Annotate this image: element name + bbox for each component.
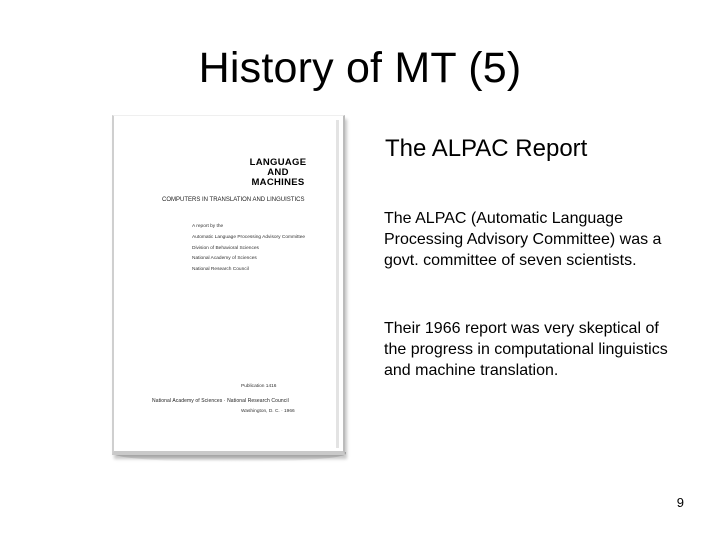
cover-publisher: National Academy of Sciences · National Research Council — [152, 398, 289, 404]
cover-title — [240, 158, 316, 188]
cover-credit-line: A report by the — [192, 224, 224, 229]
cover-subtitle: COMPUTERS IN TRANSLATION AND LINGUISTICS — [162, 197, 305, 203]
section-heading: The ALPAC Report — [385, 135, 588, 162]
cover-title-line: MACHINES — [251, 177, 305, 188]
cover-credit-line: Division of Behavioral Sciences — [192, 245, 259, 251]
page-number: 9 — [676, 495, 684, 510]
cover-credit-line: National Research Council — [192, 267, 249, 273]
cover-credit-lines — [192, 222, 342, 276]
cover-title-line: LANGUAGE — [249, 157, 307, 168]
cover-title-line: AND — [267, 167, 289, 178]
cover-place-date: Washington, D. C. · 1966 — [241, 409, 295, 414]
cover-credit-line: Automatic Language Processing Advisory Committee — [192, 234, 306, 240]
cover-credit-line: National Academy of Sciences — [192, 256, 257, 262]
cover-publication-number: Publication 1416 — [241, 384, 277, 389]
paragraph-alpac-definition: The ALPAC (Automatic Language Processing Advisory Committee) was a govt. committee of seven scientists. — [384, 210, 662, 269]
slide-title: History of MT (5) — [198, 44, 522, 92]
paragraph-report-summary: Their 1966 report was very skeptical of the progress in computational linguistics and machine translation. — [384, 320, 668, 379]
report-cover-image — [112, 115, 345, 455]
document-page-edge — [336, 120, 339, 448]
